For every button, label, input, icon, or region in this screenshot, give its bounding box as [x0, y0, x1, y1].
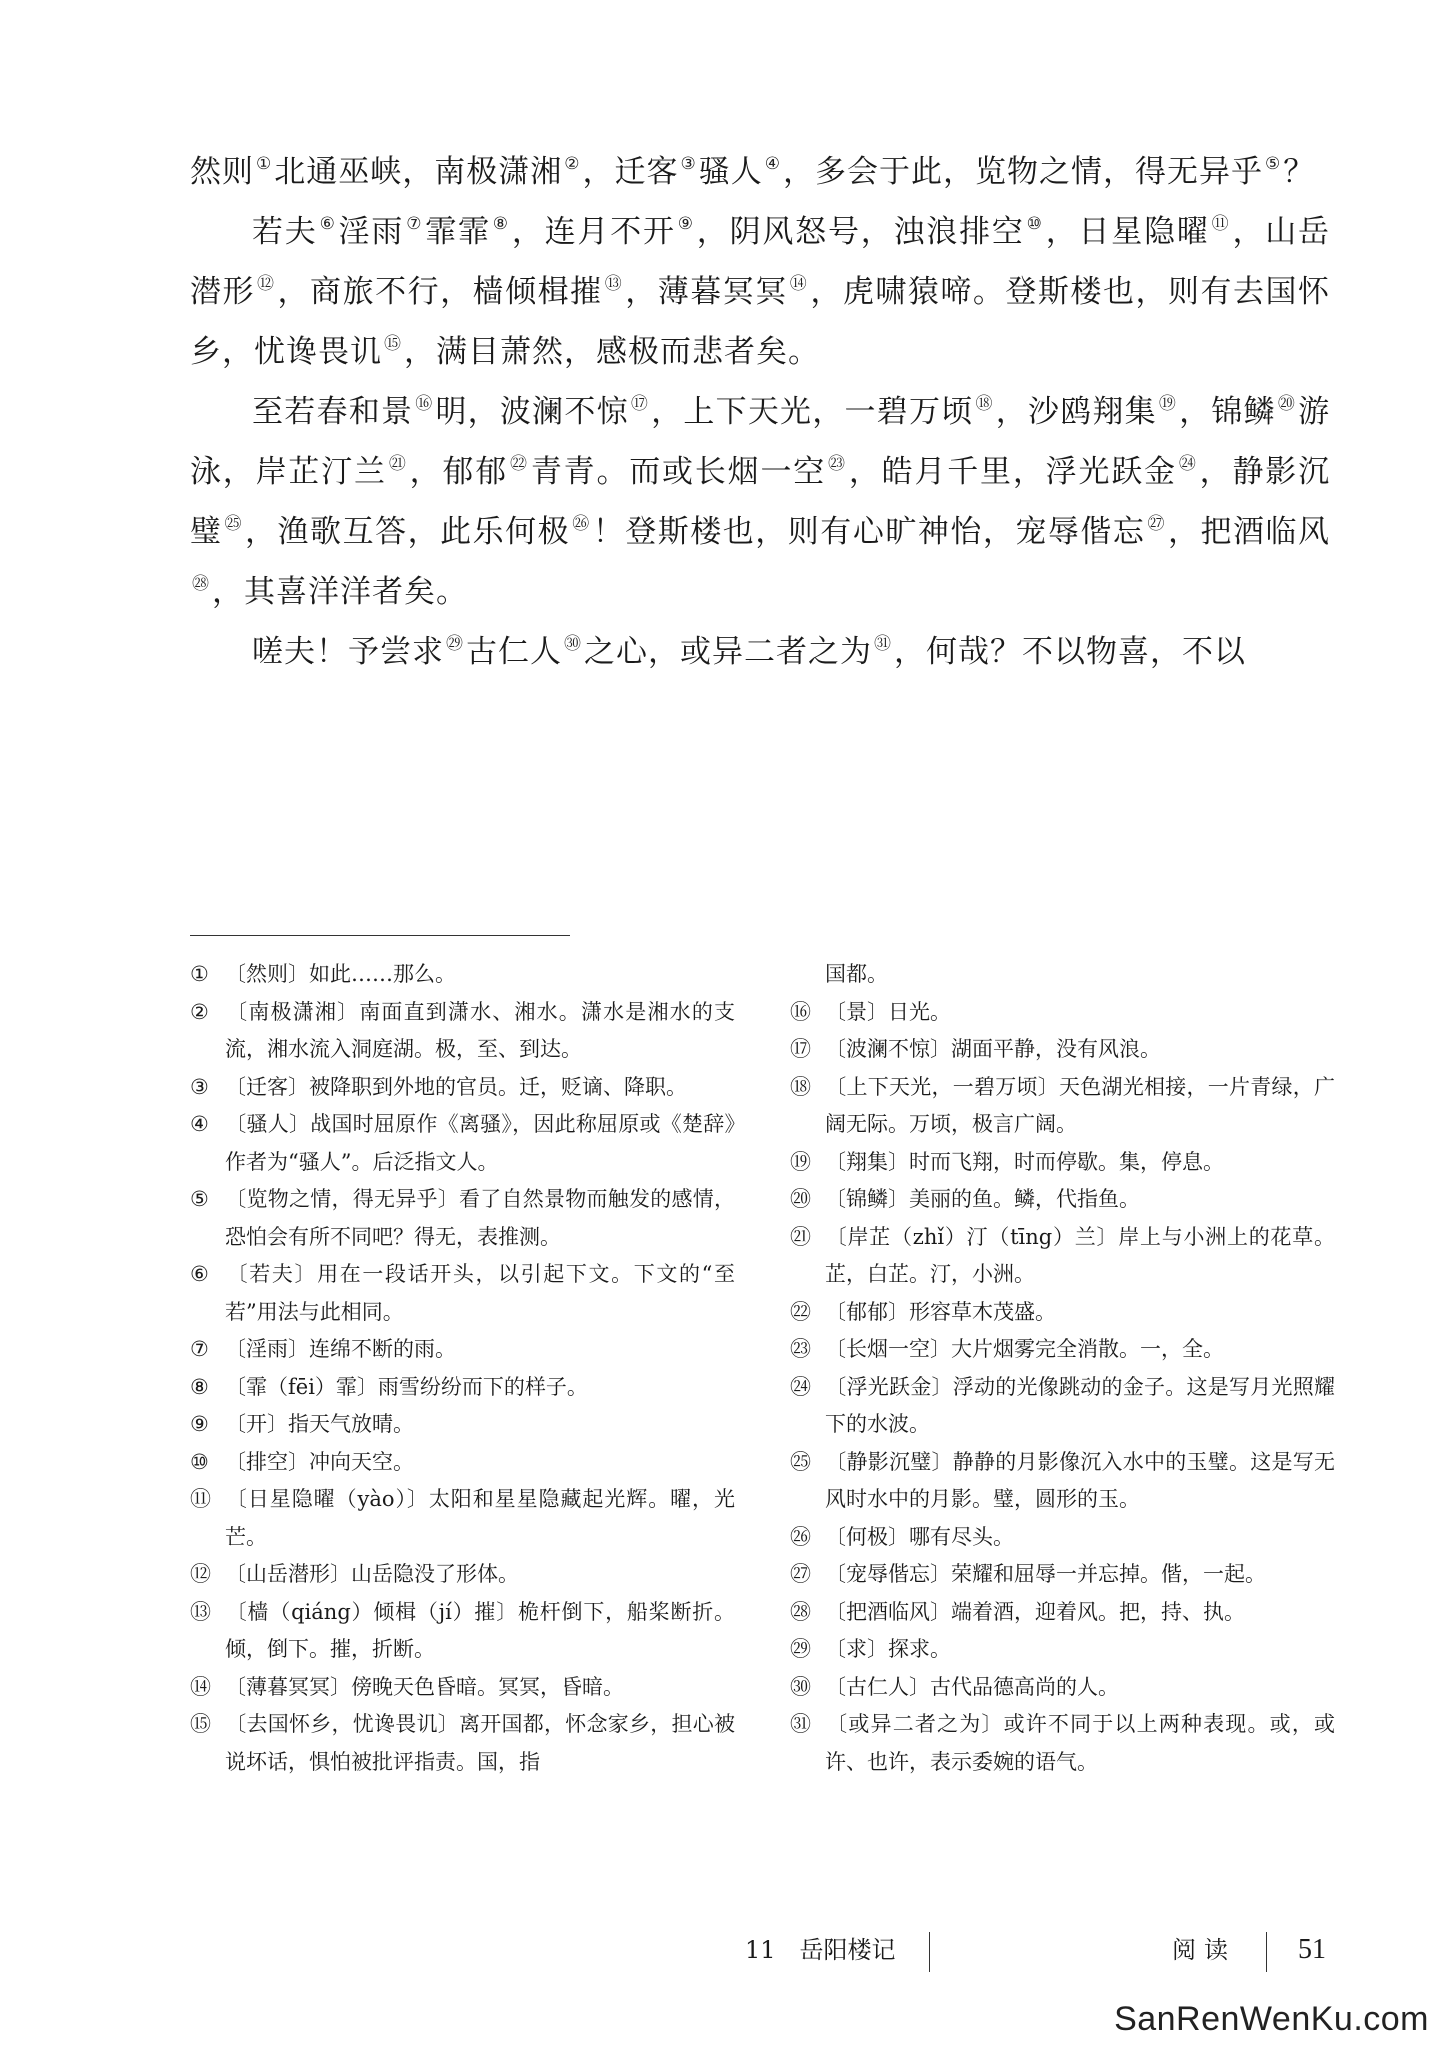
footnote-number: ㉓: [790, 1337, 811, 1361]
text-segment: ，上下天光，一碧万顷: [651, 394, 974, 430]
text-segment: 至若春和景: [252, 394, 414, 430]
page-number: 51: [1298, 1934, 1326, 1965]
footnote-item: [790, 1669, 1335, 1707]
footnote-item: [190, 1256, 735, 1331]
text-segment: ，薄暮冥冥: [625, 274, 788, 310]
footnote-item: [190, 956, 735, 994]
text-segment: 淫雨: [338, 214, 405, 250]
footnote-text: 〔或异二者之为〕或许不同于以上两种表现。或，或许、也许，表示委婉的语气。: [825, 1712, 1335, 1774]
footnotes-right-column: [790, 956, 1335, 1781]
text-segment: ，阴风怒号，浊浪排空: [696, 214, 1025, 250]
footnote-text: 〔骚人〕战国时屈原作《离骚》，因此称屈原或《楚辞》作者为“骚人”。后泛指文人。: [225, 1112, 735, 1174]
text-segment: ，渔歌互答，此乐何极: [245, 514, 571, 550]
footnote-text: 〔开〕指天气放晴。: [225, 1412, 414, 1436]
footnote-item: [190, 1444, 735, 1482]
footnotes-left-column: [190, 956, 735, 1781]
footnote-marker: ⑮: [384, 334, 402, 354]
footnote-number: ⑥: [190, 1262, 209, 1286]
text-segment: ，商旅不行，樯倾楫摧: [277, 274, 603, 310]
footnote-item: [790, 994, 1335, 1032]
text-segment: 北通巫峡，南极潇湘: [274, 154, 563, 190]
footnote-marker: ⑨: [677, 214, 695, 234]
footnote-text: 〔长烟一空〕大片烟雾完全消散。一，全。: [825, 1337, 1224, 1361]
footnote-marker: ㉔: [1178, 454, 1198, 474]
text-segment: 古仁人: [466, 634, 562, 670]
footnote-number: ㉒: [790, 1299, 811, 1324]
footnote-item: [190, 994, 735, 1069]
text-segment: ，连月不开: [511, 214, 676, 250]
footnote-marker: ④: [764, 154, 781, 174]
footnote-item: [190, 1556, 735, 1594]
footnote-number: ㉚: [790, 1674, 811, 1699]
footnote-number: ⑳: [790, 1187, 811, 1211]
footnote-item: [790, 1144, 1335, 1182]
footnote-marker: ⑥: [319, 214, 337, 234]
text-segment: ，皓月千里，浮光跃金: [848, 454, 1177, 490]
text-segment: 霏霏: [425, 214, 491, 250]
text-segment: ，静影沉璧: [190, 454, 1331, 550]
footnote-text: 〔宠辱偕忘〕荣耀和屈辱一并忘掉。偕，一起。: [825, 1562, 1266, 1586]
text-segment: ，满目萧然，感极而悲者矣。: [404, 334, 820, 370]
footnote-item: [790, 1519, 1335, 1557]
footnote-item: [790, 1031, 1335, 1069]
footnote-number: ⑨: [190, 1412, 209, 1436]
footnote-number: ⑬: [190, 1599, 211, 1624]
footnote-item: [190, 1069, 735, 1107]
footer-section-label: 阅读: [1172, 1936, 1236, 1964]
footnote-text: 〔览物之情，得无异乎〕看了自然景物而触发的感情，恐怕会有所不同吧？得无，表推测。: [225, 1187, 735, 1249]
footnote-number: ㉛: [790, 1712, 811, 1736]
footnote-text: 〔锦鳞〕美丽的鱼。鳞，代指鱼。: [825, 1187, 1140, 1211]
footnote-item: [790, 1069, 1335, 1144]
text-segment: 游泳，岸芷汀兰: [190, 394, 1331, 490]
footnote-marker: ⑭: [789, 274, 809, 294]
footnote-text: 〔求〕探求。: [825, 1637, 951, 1661]
footnote-text: 〔排空〕冲向天空。: [225, 1449, 414, 1474]
footnote-marker: ③: [680, 154, 697, 174]
footnote-marker: ②: [564, 154, 581, 174]
footnote-divider: [190, 935, 570, 936]
footnote-number: ⑩: [190, 1449, 209, 1474]
footnote-number: ㉔: [790, 1374, 811, 1399]
text-segment: ，锦鳞: [1179, 394, 1276, 430]
footnote-marker: ㉘: [192, 574, 210, 594]
text-segment: ，郁郁: [409, 454, 509, 490]
footnote-marker: ⑱: [975, 394, 994, 414]
footnote-text: 〔岸芷（zhǐ）汀（tīng）兰〕岸上与小洲上的花草。芷，白芷。汀，小洲。: [825, 1224, 1335, 1286]
footnote-text: 〔山岳潜形〕山岳隐没了形体。: [225, 1562, 519, 1586]
footnote-item: [190, 1594, 735, 1669]
footnote-text: 〔霏（fēi）霏〕雨雪纷纷而下的样子。: [225, 1374, 588, 1399]
footnote-item: [790, 1294, 1335, 1332]
footnote-continuation: 国都。: [825, 962, 888, 986]
footnote-marker: ㉕: [224, 514, 244, 534]
text-segment: ，迁客: [582, 154, 679, 190]
footnote-number: ⑪: [190, 1487, 211, 1511]
footnote-item: [190, 1106, 735, 1181]
footnote-number: ②: [190, 999, 209, 1024]
footer-chapter-title: 11 岳阳楼记: [745, 1936, 896, 1964]
footnote-marker: ㉚: [564, 634, 582, 654]
footnote-item: [190, 1406, 735, 1444]
footnote-marker: ⑩: [1026, 214, 1044, 234]
footnote-item: [190, 1331, 735, 1369]
footnote-text: 〔古仁人〕古代品德高尚的人。: [825, 1674, 1119, 1699]
footnote-number: ㉘: [790, 1599, 811, 1624]
footnote-number: ④: [190, 1112, 209, 1136]
footnote-text: 〔樯（qiáng）倾楫（jí）摧〕桅杆倒下，船桨断折。倾，倒下。摧，折断。: [225, 1599, 735, 1661]
footer-separator: [1266, 1932, 1267, 1972]
footnote-text: 〔翔集〕时而飞翔，时而停歇。集，停息。: [825, 1149, 1224, 1174]
footnote-marker: ⑪: [1211, 214, 1231, 234]
footnote-marker: ㉛: [874, 634, 892, 654]
footnote-text: 〔波澜不惊〕湖面平静，没有风浪。: [825, 1037, 1161, 1061]
paragraph-4: [190, 618, 1330, 678]
footnote-number: ㉗: [790, 1562, 811, 1586]
footnote-text: 〔景〕日光。: [825, 999, 951, 1024]
footnote-text: 〔上下天光，一碧万顷〕天色湖光相接，一片青绿，广阔无际。万顷，极言广阔。: [825, 1074, 1335, 1136]
footnote-marker: ⑬: [604, 274, 624, 294]
footnote-marker: ⑫: [257, 274, 276, 294]
footnote-number: ⑭: [190, 1674, 211, 1699]
footnote-item: [790, 1181, 1335, 1219]
footnote-text: 〔郁郁〕形容草木茂盛。: [825, 1299, 1056, 1324]
paragraph-1: [190, 138, 1330, 198]
footnote-number: ⑧: [190, 1374, 209, 1399]
footnote-item: [190, 1706, 735, 1781]
footnote-text: 〔把酒临风〕端着酒，迎着风。把，持、执。: [825, 1599, 1245, 1624]
footnote-marker: ⑳: [1277, 394, 1297, 414]
watermark-text: SanRenWenKu.com: [1114, 2000, 1429, 2038]
footnote-marker: ㉗: [1147, 514, 1166, 534]
footnote-text: 〔何极〕哪有尽头。: [825, 1524, 1014, 1549]
footnote-item: [790, 1219, 1335, 1294]
text-segment: 青青。而或长烟一空: [530, 454, 827, 490]
footnote-item: [790, 1369, 1335, 1444]
text-segment: ，何哉？不以物喜，不以: [894, 634, 1246, 670]
footnote-item: [190, 1481, 735, 1556]
footnote-marker: ㉖: [572, 514, 591, 534]
footnote-marker: ①: [256, 154, 273, 174]
footnote-item: [790, 1331, 1335, 1369]
footnote-number: ㉖: [790, 1524, 811, 1549]
text-segment: 嗟夫！予尝求: [252, 634, 444, 670]
footnote-number: ⑦: [190, 1337, 209, 1361]
footnote-item: [190, 1369, 735, 1407]
footnote-item: [190, 1181, 735, 1256]
paragraph-2: [190, 198, 1330, 378]
text-segment: 之心，或异二者之为: [584, 634, 872, 670]
footnote-number: ⑮: [190, 1712, 211, 1736]
text-segment: ，沙鸥翔集: [995, 394, 1157, 430]
footnote-number: ⑱: [790, 1074, 811, 1099]
footnote-text: 〔南极潇湘〕南面直到潇水、湘水。潇水是湘水的支流，湘水流入洞庭湖。极，至、到达。: [225, 999, 735, 1061]
footnote-marker: ⑤: [1265, 154, 1282, 174]
footnote-text: 〔淫雨〕连绵不断的雨。: [225, 1337, 456, 1361]
text-segment: ，日星隐曜: [1045, 214, 1210, 250]
text-segment: ，虎啸猿啼。登斯楼也，则有去国怀乡，忧谗畏讥: [190, 274, 1331, 370]
footnote-text: 〔迁客〕被降职到外地的官员。迁，贬谪、降职。: [225, 1074, 687, 1099]
footnote-item: [790, 1706, 1335, 1781]
footnote-marker: ⑲: [1158, 394, 1178, 414]
footnote-marker: ⑰: [630, 394, 650, 414]
footnote-text: 〔静影沉璧〕静静的月影像沉入水中的玉璧。这是写无风时水中的月影。璧，圆形的玉。: [825, 1449, 1335, 1511]
footnote-marker: ㉙: [446, 634, 464, 654]
footnote-number: ⑯: [790, 999, 811, 1024]
footnote-number: ⑤: [190, 1187, 209, 1211]
footnote-number: ③: [190, 1074, 209, 1099]
footnote-item: [190, 1669, 735, 1707]
footnote-number: ⑫: [190, 1562, 211, 1586]
main-text: [190, 138, 1330, 678]
footnote-text: 〔然则〕如此……那么。: [225, 962, 456, 986]
footnote-text: 〔日星隐曜（yào）〕太阳和星星隐藏起光辉。曜，光芒。: [225, 1487, 735, 1549]
footnote-marker: ㉓: [828, 454, 847, 474]
footnote-number: ㉑: [790, 1224, 811, 1249]
footnote-number: ⑰: [790, 1037, 811, 1061]
footnote-marker: ⑧: [492, 214, 510, 234]
text-segment: 然则: [190, 154, 254, 190]
text-segment: ，把酒临风: [1167, 514, 1331, 550]
text-segment: 骚人: [698, 154, 763, 190]
footnote-text: 〔若夫〕用在一段话开头，以引起下文。下文的“至若”用法与此相同。: [225, 1262, 735, 1324]
footnote-number: ①: [190, 962, 209, 986]
footer-separator: [929, 1932, 930, 1972]
footnote-text: 〔去国怀乡，忧谗畏讥〕离开国都，怀念家乡，担心被说坏话，惧怕被批评指责。国，指: [225, 1712, 735, 1774]
footnote-text: 〔薄暮冥冥〕傍晚天色昏暗。冥冥，昏暗。: [225, 1674, 624, 1699]
footnote-item: [790, 1556, 1335, 1594]
text-segment: ？: [1283, 154, 1316, 190]
text-segment: ！登斯楼也，则有心旷神怡，宠辱偕忘: [592, 514, 1146, 550]
footnote-marker: ⑯: [415, 394, 434, 414]
text-segment: ，多会于此，览物之情，得无异乎: [783, 154, 1263, 190]
text-segment: 若夫: [252, 214, 318, 250]
text-segment: ，山岳潜形: [190, 214, 1331, 310]
footnote-item: [790, 1594, 1335, 1632]
footnote-number: ⑲: [790, 1149, 811, 1174]
footnote-marker: ⑦: [406, 214, 424, 234]
footnote-number: ㉕: [790, 1449, 811, 1474]
footnote-text: 〔浮光跃金〕浮动的光像跳动的金子。这是写月光照耀下的水波。: [825, 1374, 1335, 1436]
footnote-item: [790, 1631, 1335, 1669]
footnote-marker: ㉒: [510, 454, 529, 474]
paragraph-3: [190, 378, 1330, 618]
footnote-item: [790, 1444, 1335, 1519]
footnote-marker: ㉑: [388, 454, 408, 474]
footnote-number: ㉙: [790, 1637, 811, 1661]
text-segment: 明，波澜不惊: [435, 394, 629, 430]
text-segment: ，其喜洋洋者矣。: [212, 574, 468, 610]
